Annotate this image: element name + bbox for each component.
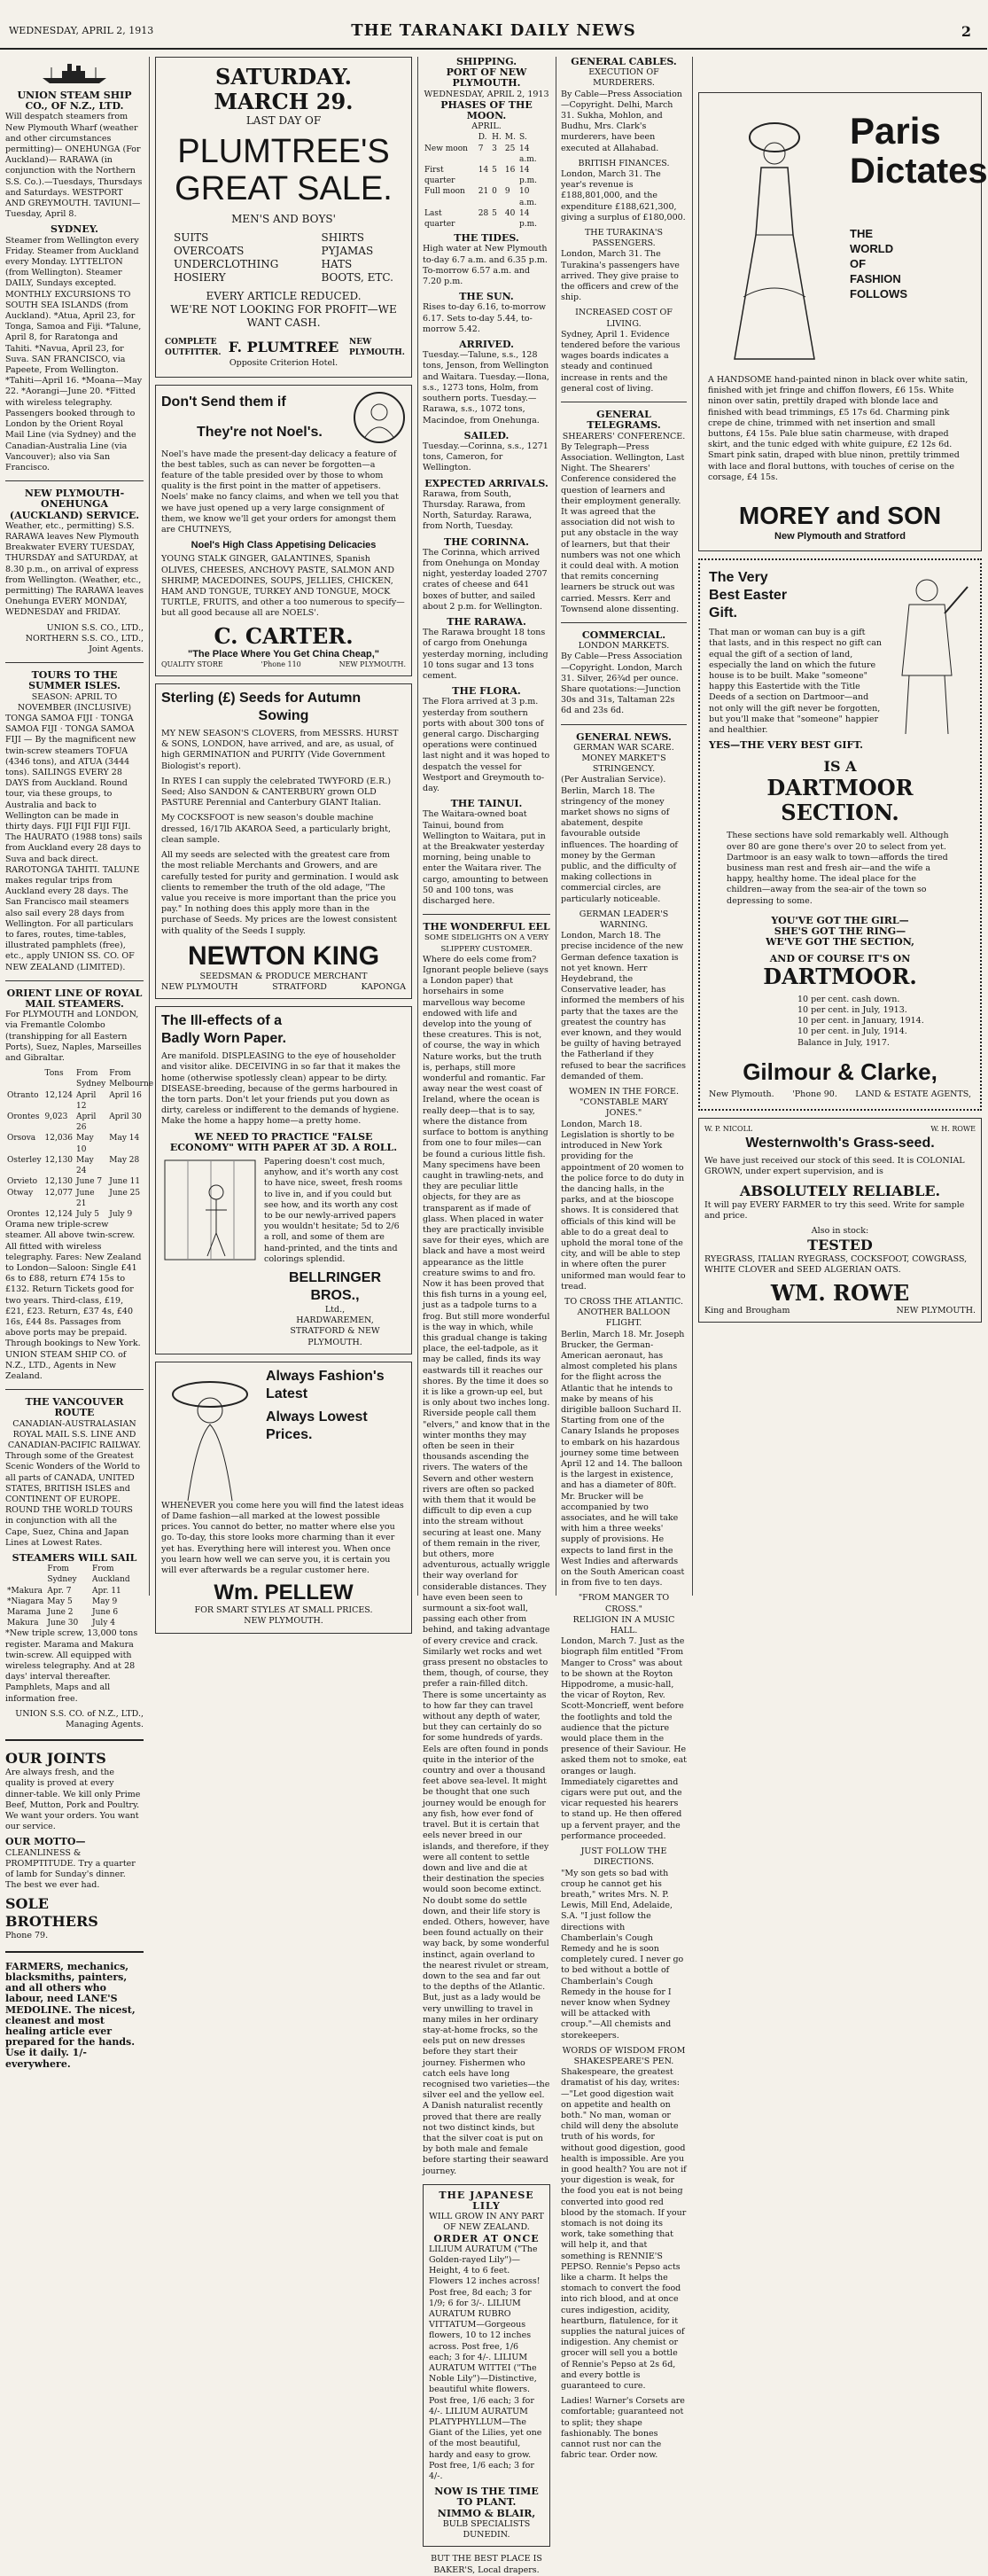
herald-illustration-icon bbox=[883, 569, 971, 738]
table-row: Otranto 12,124 April 12 April 16 bbox=[7, 1090, 142, 1111]
pellew-name: Wm. PELLEW bbox=[214, 1581, 354, 1605]
eel-text: Where do eels come from? Ignorant people believe (says a London paper) that horsehairs in some marvellous way become endowed with life and develop into the young of these creatures. This is not, of course, the way in which Nature works, but the truth is, perhaps, still more wonderful and romantic. Far away near the west coast of Ireland, where the ocean is really deep—that is to say, where the distance from surface to bottom is anything from one to four miles—can be found a curious little fish. Many specimens have been caught in trawling-nets, and they are peculiar little objects, for they are as transparent as if made of glass. When placed in water they are practically invisible save for their eyes, which are black and have a most weird appearance as the little creature swims to and fro. Now it has been proved that this fish turns in a young eel, just as a tadpole turns to a frog. But still more wonderful is the way in which, while this gradual change is taking place, the eel-tadpole, as it may be called, finds its way eastwards till it reaches our shores. By the time it does so it is like a grown-up eel, but is only about two inches long. Riverside people call them "elvers," and know that in the winter months they may often be seen in their thousands ascending the rivers. The waters of the Severn and other western rivers are often so packed with them that it would be difficult to dip even a cup into the stream without securing at least one. Many of them remain in the river, but others, more adventurous, actually wriggle their way overland for considerable distances. They have even been seen to surmount a six-foot wall, passing each other from behind, and taking advantage of every crevice and crack. Similarly wet rocks and wet grass present no obstacles to them, though, of course, they prefer a rain-filled ditch. There is some uncertainty as to how far they can travel without any depth of water, but they can certainly do so for some hundreds of yards. Eels are often found in ponds quite in the interior of the country and over a thousand feet above sea-level. It might be thought that one such journey would be enough for any fish, how ever fond of travel. But it is certain that eels never breed in our islands, and therefore, if they were all content to settle down and live and die at their destination the species would soon become extinct. No doubt some do settle down, and their life story is ended. Others, however, have been found actually on their way back, by some wonderful instinct, again overland to the nearest rivulet or stream, down to the sea and far out to the depths of the Atlantic. But, just as a lady would be very unwilling to travel in many miles in her ordinary stay-at-home frocks, so the eels put on new dresses before they start their journey. Fishermen who catch eels have long recognised two varieties—the silver eel and the yellow eel. A Danish naturalist recently proved that there are really not two distinct kinds, but that the silver coat is put on by both male and female before starting their seaward journey. bbox=[423, 954, 550, 2176]
newton-loc-3: KAPONGA bbox=[361, 981, 406, 992]
paper-headline-2: Badly Worn Paper. bbox=[161, 1031, 287, 1047]
table-row: Osterley 12,130 May 24 May 28 bbox=[7, 1155, 140, 1176]
table-row: Orontes 9,023 April 26 April 30 bbox=[7, 1112, 142, 1133]
rowe-ad bbox=[698, 1118, 982, 1323]
gilmour-agents: LAND & ESTATE AGENTS, bbox=[855, 1089, 971, 1099]
paris-word: Paris bbox=[850, 110, 941, 152]
cost-text: Sydney, April 1. Evidence tendered before the various wages boards indicates a steady and continued increase in rents and the general cost of living. bbox=[561, 329, 681, 394]
pellew-headline-1: Always Fashion's Latest bbox=[266, 1368, 385, 1401]
sailed-text: Tuesday.—Corinna, s.s., 1271 tons, Cameron, for Wellington. bbox=[423, 441, 548, 473]
noel-list: YOUNG STALK GINGER, GALANTINES, Spanish OLIVES, CHEESES, ANCHOVY PASTE, SALMON AND SHRIMP, MACEDOINES, SOUPS, JELLIES, CHICKEN, HAM AND TONGUE, TURKEY AND TONGUE, MOCK TURTLE, FRUITS, and other a too numerous to specify—but all good because all are NOELS'. bbox=[161, 554, 405, 619]
vancouver-text: Through some of the Greatest Scenic Wonders of the World to all parts of CANADA, UNITED STATES, BRITISH ISLES and CONTINENT OF EUROPE. ROUND THE WORLD TOURS in conjunction with all the Cape, Suez, China and Japan Lines at Lowest Rates. bbox=[5, 1451, 140, 1548]
seeds-para-1: MY NEW SEASON'S CLOVERS, from MESSRS. HURST & SONS, LONDON, have arrived, and are, as usual, of high GERMINATION and PURITY (Vide Government Biologist's report). bbox=[161, 729, 399, 771]
plumtree-every: EVERY ARTICLE REDUCED. bbox=[206, 290, 362, 302]
pellew-sub: FOR SMART STYLES AT SMALL PRICES. bbox=[194, 1605, 373, 1616]
gilmour-location: New Plymouth. bbox=[709, 1089, 774, 1099]
masthead bbox=[0, 0, 987, 50]
column-rule bbox=[417, 57, 418, 1596]
money-text: (Per Australian Service). Berlin, March 18. The stringency of the money market shows no signs of abatement, despite favourable outside influences. The hoarding of money by the German public, and the difficulty of making collections in commercial circles, are particularly noticeable. bbox=[561, 775, 678, 904]
vancouver-sign-1: UNION S.S. CO. of N.Z., LTD., bbox=[15, 1708, 144, 1719]
leader-heading: GERMAN LEADER'S WARNING. bbox=[579, 909, 669, 931]
fashion-gown-illustration-icon bbox=[708, 102, 841, 368]
shearers-heading: SHEARERS' CONFERENCE. bbox=[562, 431, 686, 441]
tours-title: TOURS TO THE SUMMER ISLES. bbox=[28, 669, 121, 692]
paper-need: WE NEED TO PRACTICE "FALSE ECONOMY" WITH PAPER AT 3D. A ROLL. bbox=[169, 1130, 398, 1153]
paper-text-2: Papering doesn't cost much, anyhow, and it's worth any cost to have nice, sweet, fresh rooms to live in, and if you could but see how, and its worth any cost to be our newly-arrived papers you wouldn't hesitate; 5d to 2/6 a roll, and some of them are hand-printed, and the tints and colorings splendid. bbox=[264, 1156, 403, 1264]
table-row: Orsova 12,036 May 10 May 14 bbox=[7, 1134, 140, 1154]
moon-phases-table bbox=[423, 132, 550, 230]
easter-text: That man or woman can buy is a gift that lasts, and in this respect no gift can equal the gift of a section of land, especially the land on which the future house is to be built. Make "someone" happy this Eastertide with the Title Deeds of a section on Dartmoor—and not only will the gift never be forgotten, but you'll make that "someone" happier and healthier. bbox=[709, 628, 883, 736]
plumtree-name: F. PLUMTREE bbox=[228, 339, 339, 356]
rowe-initials: W. H. ROWE bbox=[930, 1124, 976, 1133]
sole-brothers: SOLE BROTHERS bbox=[5, 1895, 98, 1931]
vancouver-sub: CANADIAN-AUSTRALASIAN ROYAL MAIL S.S. LINE AND CANADIAN-PACIFIC RAILWAY. bbox=[7, 1418, 142, 1450]
port-heading: PORT OF NEW PLYMOUTH. bbox=[446, 66, 527, 90]
np-sign-2: NORTHERN S.S. CO., LTD., bbox=[25, 633, 144, 644]
flora-heading: THE FLORA. bbox=[452, 685, 521, 698]
turakina-text: London, March 31. The Turakina's passengers have arrived. They give praise to the officers and crew of the ship. bbox=[561, 249, 680, 303]
joints-text: Are always fresh, and the quality is proved at every dinner-table. We kill only Prime Beef, Mutton, Pork and Poultry. We want your orders. You want our service. bbox=[5, 1768, 141, 1832]
newton-loc-1: NEW PLYMOUTH bbox=[161, 981, 238, 992]
newton-king-ad bbox=[155, 683, 412, 999]
reliable-line: ABSOLUTELY RELIABLE. bbox=[739, 1182, 941, 1199]
religion-heading: RELIGION IN A MUSIC HALL. bbox=[572, 1614, 675, 1636]
column-rule bbox=[149, 57, 150, 1596]
carter-name: C. CARTER. bbox=[214, 622, 354, 649]
cables-heading: GENERAL CABLES. bbox=[571, 56, 677, 67]
motto-title: OUR MOTTO— bbox=[5, 1836, 86, 1848]
manger-heading: "FROM MANGER TO CROSS." bbox=[578, 1593, 670, 1614]
grass-text: We have just received our stock of this seed. It is COLONIAL GROWN, under expert supervision, and is bbox=[704, 1156, 965, 1177]
easter-line-3: Gift. bbox=[709, 605, 737, 621]
tides-text: High water at New Plymouth to-day 6.7 a.m. and 6.35 p.m. To-morrow 6.57 a.m. and 7.20 p.m. bbox=[423, 244, 548, 287]
finances-text: London, March 31. The year's revenue is £188,801,000, and the expenditure £188,621,300, giving a surplus of £180,000. bbox=[561, 169, 686, 222]
dartmoor-terms: 10 per cent. cash down. 10 per cent. in July, 1913. 10 per cent. in January, 1914. 10 per cent. in July, 1914. Balance in July, 1917. bbox=[797, 994, 924, 1048]
directions-heading: JUST FOLLOW THE DIRECTIONS. bbox=[580, 1846, 667, 1868]
carter-tagline: "The Place Where You Get China Cheap," bbox=[187, 648, 379, 660]
plumtree-last-day: LAST DAY OF bbox=[245, 114, 322, 127]
lily-text: LILIUM AURATUM ("The Golden-rayed Lily")—Height, 4 to 6 feet. Flowers 12 inches across! Post free, 8d each; 3 for 1/9; 6 for 3/-. LILIUM AURATUM RUBRO VITTATUM—Gorgeous flowers, 10 to 12 inches across. Post free, 1/6 each; 3 for 4/-. LILIUM AURATUM WITTEI ("The Noble Lily")—Distinctive, beautiful white flowers. Post free, 1/6 each; 3 for 4/-. LILIUM AURATUM PLATYPHYLLUM—The Giant of the Lilies, yet one of the most beautiful, hardy and easy to grow. Post free, 1/6 each; 3 for 4/-. bbox=[429, 2244, 542, 2482]
bellringer-ad bbox=[155, 1006, 412, 1354]
noel-ad bbox=[155, 385, 412, 676]
bakers-footer: BUT THE BEST PLACE IS BAKER'S, Local drapers. bbox=[431, 2554, 542, 2575]
markets-text: By Cable—Press Association—Copyright. London, March 31. Silver, 26¾d per ounce. Share quotations:—Junction 30s and 31s, Taltaman 22s 6d and 23s 6d. bbox=[561, 652, 683, 716]
table-header: From Sydney From Auckland bbox=[47, 1565, 130, 1585]
rowe-street: King and Brougham bbox=[704, 1305, 790, 1315]
corsets-text: Ladies! Warner's Corsets are comfortable; guaranteed not to split; they shape fashionably. The bones cannot rust nor can the fabric tear. Order now. bbox=[561, 2396, 685, 2461]
world-line-2: WORLD bbox=[850, 242, 894, 255]
dartmoor-text: These sections have sold remarkably well. Although over 80 are gone there's over 20 to select from yet. Dartmoor is an easy walk to town—affords the tired business man rest and fresh air—and the wife a happy, healthy home. The ideal place for the children—away from the sea-air of the town so depressing to some. bbox=[727, 831, 949, 906]
page-number: 2 bbox=[961, 23, 971, 40]
flora-text: The Flora arrived at 3 p.m. yesterday from southern ports with about 300 tons of general cargo. Discharging operations were continued last night and it was hoped to despatch the vessel for Westport and Greymouth to-day. bbox=[423, 697, 550, 793]
plumtree-complete: COMPLETE OUTFITTER. bbox=[165, 338, 222, 358]
gilmour-name: Gilmour & Clarke, bbox=[743, 1058, 937, 1085]
table-row: Orvieto 12,130 June 7 June 11 bbox=[7, 1177, 141, 1187]
plumtree-profit: WE'RE NOT LOOKING FOR PROFIT—WE WANT CASH. bbox=[170, 303, 397, 329]
sailed-heading: SAILED. bbox=[463, 429, 510, 441]
plumtree-date: SATURDAY. MARCH 29. bbox=[214, 64, 354, 114]
carter-location: NEW PLYMOUTH. bbox=[338, 660, 406, 668]
lily-sub: WILL GROW IN ANY PART OF NEW ZEALAND. bbox=[429, 2212, 544, 2233]
sydney-text: Steamer from Wellington every Friday. Steamer from Auckland every Monday. LYTTELTON (from Wellington). Steamer DAILY, Sundays excepted. MONTHLY EXCURSIONS TO SOUTH SEA ISLANDS (from Auckland). *Atua, April 23, for Tonga, Samoa and Fiji. *Talune, April 8, for Raratonga and Tahiti. *Navua, April 23, for Suva. SAN FRANCISCO, via Papeete, From Wellington. *Tahiti—April 16. *Moana—May 22. *Aorangi—June 20. *Fitted with wireless telegraphy. Passengers booked through to London by the Orient Royal Mail Line (via Sydney) and the Canadian-Australia Line (via Vancouver); also via San Francisco. bbox=[5, 235, 143, 472]
rowe-location: NEW PLYMOUTH. bbox=[896, 1305, 976, 1315]
pellew-ad bbox=[155, 1362, 412, 1634]
paperhanger-illustration-icon bbox=[161, 1157, 259, 1263]
dartmoor-is-a: IS A bbox=[823, 758, 857, 776]
table-row: *Makura Apr. 7 Apr. 11 bbox=[7, 1586, 121, 1596]
phases-heading: PHASES OF THE MOON. bbox=[440, 98, 533, 122]
easter-yes: YES—THE VERY BEST GIFT. bbox=[709, 739, 863, 752]
tainui-text: The Waitara-owned boat Tainui, bound from Wellington to Waitara, put in at the Breakwater yesterday morning, being unable to enter the Waitara river. The cargo, amounting to between 50 and 100 tons, was discharged here. bbox=[423, 809, 548, 907]
table-row: New moon 7 3 25 14 a.m. bbox=[424, 144, 537, 164]
table-row: Full moon 21 0 9 10 a.m. bbox=[424, 187, 537, 207]
general-news-heading: GENERAL NEWS. bbox=[576, 730, 672, 743]
rarawa-heading: THE RARAWA. bbox=[447, 615, 526, 628]
sole-phone: Phone 79. bbox=[5, 1931, 49, 1941]
easter-line-1: The Very bbox=[709, 570, 768, 586]
eel-heading: THE WONDERFUL EEL bbox=[423, 921, 550, 933]
vancouver-sign-2: Managing Agents. bbox=[66, 1720, 144, 1730]
lily-sign-2: BULB SPECIALISTS DUNEDIN. bbox=[442, 2518, 531, 2541]
orient-title: ORIENT LINE OF ROYAL MAIL STEAMERS. bbox=[6, 987, 143, 1011]
murder-text: By Cable—Press Association—Copyright. Delhi, March 31. Sukha, Mohlon, and Budhu, Mrs. Clark's murderers, have been executed at Allahabad. bbox=[561, 89, 682, 153]
sun-text: Rises to-day 6.16, to-morrow 6.17. Sets to-day 5.44, to-morrow 5.42. bbox=[423, 302, 547, 334]
religion-text: London, March 7. Just as the biograph film entitled "From Manger to Cross" was about to be shown at the Royton Hippodrome, a music-hall, the vicar of Royton, Rev. Scott-Moncrieff, went before the footlights and told the audience that the picture would place them in the presence of their Saviour. He asked them not to smoke, eat oranges or laugh. Immediately cigarettes and cigars were put out, and the vicar requested his hearers to stand up. He then offered up a fervent prayer, and the performance proceeded. bbox=[561, 1636, 687, 1841]
plumtree-sale: GREAT SALE. bbox=[175, 170, 393, 207]
uss-text: Will despatch steamers from New Plymouth Wharf (weather and other circumstances permitting)— ONEHUNGA (For Auckland)— RARAWA (in conjunction with the Northern S.S. Co.).—Tuesdays, Thursdays and Saturdays. WESTPORT AND GREYMOUTH. TAVIUNI—Tuesday, April 8. bbox=[5, 112, 143, 220]
plumtree-items-right: SHIRTS PYJAMAS HATS BOOTS, ETC. bbox=[321, 231, 393, 284]
masthead-title: THE TARANAKI DAILY NEWS bbox=[351, 21, 636, 40]
cost-heading: INCREASED COST OF LIVING. bbox=[575, 308, 673, 329]
arrived-heading: ARRIVED. bbox=[459, 339, 514, 351]
lily-now: NOW IS THE TIME TO PLANT. bbox=[434, 2486, 539, 2509]
war-scare-heading: GERMAN WAR SCARE. bbox=[573, 742, 674, 753]
morey-ad bbox=[698, 92, 988, 551]
table-row: Orontes 12,124 July 5 July 9 bbox=[7, 1209, 133, 1219]
paper-headline-1: The Ill-effects of a bbox=[161, 1013, 283, 1029]
pellew-location: NEW PLYMOUTH. bbox=[244, 1616, 323, 1627]
ring-line: SHE'S GOT THE RING— bbox=[774, 925, 906, 938]
world-line-4: FASHION bbox=[850, 272, 901, 285]
np-onehunga-text: Weather, etc., permitting) S.S. RARAWA leaves New Plymouth Breakwater EVERY TUESDAY, THURSDAY and SATURDAY, at 8.30 p.m., on arrival of express from Wellington. (Weather, etc., permitting) The RARAWA leaves Onehunga EVERY MONDAY, WEDNESDAY and FRIDAY. bbox=[5, 520, 144, 618]
money-heading: MONEY MARKET'S STRINGENCY. bbox=[581, 753, 666, 775]
japanese-lily-ad bbox=[423, 2184, 550, 2548]
plumtree-mens: MEN'S AND BOYS' bbox=[231, 213, 336, 225]
grass-title: Westernwolth's Grass-seed. bbox=[745, 1136, 935, 1151]
port-date: WEDNESDAY, APRIL 2, 1913 bbox=[424, 89, 549, 99]
dartmoor-section-title: DARTMOOR SECTION. bbox=[766, 775, 914, 826]
stock-line: Also in stock: bbox=[811, 1225, 869, 1236]
dictates-word: Dictates bbox=[850, 152, 988, 191]
table-row: Makura June 30 July 4 bbox=[7, 1619, 115, 1628]
plumtree-location: NEW PLYMOUTH. bbox=[349, 338, 405, 358]
phases-month: APRIL. bbox=[471, 121, 502, 132]
paper-text: Are manifold. DISPLEASING to the eye of householder and visitor alike. DECEIVING in so far that it makes the home (otherwise spotlessly clean) appear to be dirty. DISEASE-breeding, because of the germs harboured in the torn parts. Don't let your friends put you down as dirty, careless or indifferent to the demands of hygiene. Make the home a happy home—a pretty home. bbox=[161, 1051, 401, 1127]
pellew-headline-2: Always Lowest Prices. bbox=[266, 1409, 368, 1442]
table-header: D. H. M. S. bbox=[478, 133, 527, 143]
finances-heading: BRITISH FINANCES. bbox=[578, 158, 670, 168]
expected-text: Rarawa, from South, Thursday. Rarawa, from North, Saturday. Rarawa, from North, Tuesday. bbox=[423, 488, 533, 532]
sun-heading: THE SUN. bbox=[459, 291, 514, 303]
rarawa-text: The Rarawa brought 18 tons of cargo from Onehunga yesterday morning, including 10 tons sugar and 13 tons cement. bbox=[423, 628, 548, 681]
shipping-heading: SHIPPING. bbox=[455, 56, 517, 67]
bellringer-location: STRATFORD & NEW PLYMOUTH. bbox=[290, 1326, 380, 1347]
fashion-lady-illustration-icon bbox=[161, 1368, 259, 1501]
farmers-ad: FARMERS, mechanics, blacksmiths, painters, and all others who labour, need LANE'S MEDOLINE. The nicest, cleanest and most healing article ever prepared for the hands. Use it daily. 1/- everywhere. bbox=[5, 1960, 136, 2070]
turakina-heading: THE TURAKINA'S PASSENGERS. bbox=[584, 228, 664, 249]
atlantic-heading: TO CROSS THE ATLANTIC. bbox=[564, 1296, 683, 1307]
flight-heading: ANOTHER BALLOON FLIGHT. bbox=[577, 1308, 671, 1329]
gilmour-phone: 'Phone 90. bbox=[792, 1089, 837, 1099]
plumtree-items-left: SUITS OVERCOATS UNDERCLOTHING HOSIERY bbox=[174, 231, 279, 284]
pay-line: It will pay EVERY FARMER to try this seed. Write for sample and price. bbox=[704, 1199, 965, 1221]
noel-text: Noel's have made the present-day delicacy a feature of the best tables, such as can never be forgotten—a feature of the table presided over by those to whom quality is the first point in the matter of appetisers. Noels' make no fancy claims, and when we tell you that we have just opened up a very large consignment of them, we know we'll get your orders for amongst them are CHUTNEYS, bbox=[161, 449, 399, 535]
tours-text: TONGA SAMOA FIJI · TONGA SAMOA FIJI · TONGA SAMOA FIJI — By the magnificent new twin-screw steamers TOFUA (4346 tons), and ATUA (3444 tons). SAILINGS EVERY 28 DAYS from Auckland. Round tour, via these groups, to Australia and back to Wellington can be made in thirty days. FIJI FIJI FIJI FIJI. The HAURATO (1988 tons) sails from Auckland every 28 days to Suva and back direct. RAROTONGA TAHITI. TALUNE makes regular trips from Auckland every 28 days. The San Francisco mail steamers also sail every 28 days from Wellington. For all particulars to fares, routes, time-tables, illustrated pamphlets (free), etc., apply UNION SS. CO. OF NEW ZEALAND (LIMITED). bbox=[5, 713, 143, 972]
directions-text: "My son gets so bad with croup he cannot get his breath," writes Mrs. N. P. Lewis, Mill End, Adelaide, S.A. "I just follow the directions with Chamberlain's Cough Remedy and he is soon completely cured. I never go to bed without a bottle of Chamberlain's Cough Remedy in the house for I never know when Sydney will be attacked with croup."—All chemists and storekeepers. bbox=[561, 1868, 684, 2041]
vancouver-steamers: STEAMERS WILL SAIL bbox=[12, 1552, 137, 1564]
seeds-para-3: My COCKSFOOT is new season's double machine dressed, 16/17lb AKAROA Seed, a particularly bright, clean sample. bbox=[161, 813, 392, 845]
table-row: Otway 12,077 June 21 June 25 bbox=[7, 1188, 141, 1208]
orient-text: For PLYMOUTH and LONDON, via Fremantle Colombo (transhipping for all Eastern Ports), Suez, Naples, Marseilles and Gibraltar. bbox=[5, 1010, 142, 1064]
dartmoor-ad bbox=[698, 558, 982, 1111]
np-onehunga-title: NEW PLYMOUTH-ONEHUNGA (AUCKLAND) SERVICE. bbox=[9, 488, 140, 521]
plumtree-opposite: Opposite Criterion Hotel. bbox=[229, 358, 338, 369]
world-line-3: OF bbox=[850, 257, 867, 270]
leader-text: London, March 18. The precise incidence of the new German defence taxation is not yet known. Herr Heydebrand, the Conservative leader, has informed the members of his party that the taxes are the greatest the country has ever known, and they would be guilty of having betrayed the Fatherland if they refused to bear the sacrifices demanded of them. bbox=[561, 931, 687, 1081]
table-row: *Niagara May 5 May 9 bbox=[7, 1596, 118, 1606]
column-cables-news bbox=[561, 56, 687, 2461]
murder-heading: EXECUTION OF MURDERERS. bbox=[588, 67, 659, 89]
orient-fares: Orama new triple-screw steamer. All above twin-screw. All fitted with wireless telegraphy. Fares: New Zealand to London—Saloon: Single £41 6s to £88, return £74 15s to £132. Return Tickets good for two years. Third-class, £19, £21, £23. Return, £37 4s, £40 16s, £44 8s. Passages from above ports may be prepaid. Through bookings to New York. UNION STEAM SHIP CO. of N.Z., LTD., Agents in New Zealand. bbox=[5, 1220, 142, 1381]
girl-line: YOU'VE GOT THE GIRL— bbox=[771, 914, 909, 926]
section-line: WE'VE GOT THE SECTION, bbox=[766, 936, 914, 948]
tainui-heading: THE TAINUI. bbox=[450, 798, 523, 810]
seeds-headline-2: Sowing bbox=[258, 708, 309, 724]
corinna-text: The Corinna, which arrived from Onehunga on Monday night, yesterday loaded 2707 crates of cheese and 641 boxes of butter, and sailed about 2 p.m. for Wellington. bbox=[423, 547, 548, 612]
plumtree-ad bbox=[155, 57, 412, 378]
orient-sailings-table bbox=[5, 1068, 155, 1220]
lily-sign: NIMMO & BLAIR, bbox=[437, 2507, 536, 2519]
arrived-text: Tuesday.—Talune, s.s., 128 tons, Jenson, from Wellington and Waitara. Tuesday.—Ilona, s.s., 1273 tons, Holm, from southern ports. Tuesday.—Rarawa, s.s., 1072 tons, Macindoe, from Onehunga. bbox=[423, 350, 549, 425]
oats-line: RYEGRASS, ITALIAN RYEGRASS, COCKSFOOT, COWGRASS, WHITE CLOVER and SEED ALGERIAN OATS. bbox=[704, 1254, 968, 1276]
corinna-heading: THE CORINNA. bbox=[444, 535, 529, 548]
tested-line: TESTED bbox=[807, 1237, 873, 1254]
shakespeare-heading: WORDS OF WISDOM FROM SHAKESPEARE'S PEN. bbox=[562, 2045, 686, 2066]
lily-order: ORDER AT ONCE bbox=[433, 2232, 540, 2244]
women-heading: WOMEN IN THE FORCE. bbox=[569, 1087, 679, 1097]
tides-heading: THE TIDES. bbox=[454, 232, 519, 245]
table-header: Tons From Sydney From Melbourne bbox=[44, 1069, 154, 1089]
seeds-para-4: All my seeds are selected with the greatest care from the most reliable Merchants and Growers, and are carefully tested for purity and germination. I would ask clients to remember the truth of the old adage, "The value you receive is more important than the price you pay." In nothing does this apply more than in the purchase of Seeds. My prices are the lowest consistent with quality of the Seeds I supply. bbox=[161, 850, 399, 936]
joints-title: OUR JOINTS bbox=[5, 1750, 106, 1768]
table-row: First quarter 14 5 16 14 p.m. bbox=[424, 166, 537, 186]
easter-line-2: Best Easter bbox=[709, 588, 788, 604]
plumtree-brand: PLUMTREE'S bbox=[177, 133, 390, 170]
morey-sub: New Plymouth and Stratford bbox=[774, 531, 906, 543]
eel-subheading: SOME SIDELIGHTS ON A VERY SLIPPERY CUSTOMER. bbox=[424, 933, 549, 954]
bellringer-ltd: Ltd., bbox=[324, 1304, 346, 1315]
column-rule bbox=[692, 57, 693, 1596]
column-shipping-ads bbox=[5, 57, 154, 2070]
constable-text: London, March 18. Legislation is shortly to be introduced in New York providing for the appointment of 20 women to the police force to do duty in the dancing halls, in the parks, and at the bioscope shows. It is considered that officials of this kind will be able to do a great deal to uphold the moral tone of the city, and will be able to step in where often the purer uniformed man would fear to tread. bbox=[561, 1119, 686, 1292]
vancouver-note: *New triple screw, 13,000 tons register. Marama and Makura twin-screw. All equipped with wireless telegraphy. And at 28 days' interval thereafter. Pamphlets, Maps and all information free. bbox=[5, 1628, 138, 1704]
telegrams-heading: GENERAL TELEGRAMS. bbox=[587, 409, 661, 432]
chef-illustration-icon bbox=[353, 391, 406, 444]
morey-name: MOREY and SON bbox=[738, 502, 942, 530]
flight-text: Berlin, March 18. Mr. Joseph Brucker, the German-American aeronaut, has almost completed his plans for the flight across the Atlantic that he intends to make by means of his dirigible balloon Suchard II. Starting from one of the Canary Islands he proposes to embark on his hazardous journey some time between April 12 and 14. The balloon is the largest in existence, and has a diameter of 80ft. Mr. Brucker will be accompanied by two associates, and he will take with him a three weeks' supply of provisions. He expects to land first in the West Indies and afterwards on the South American coast in from five to ten days. bbox=[561, 1329, 685, 1589]
noel-subheading: Noel's High Class Appetising Delicacies bbox=[191, 540, 377, 551]
markets-heading: LONDON MARKETS. bbox=[578, 641, 670, 652]
tours-season: SEASON: APRIL TO NOVEMBER (INCLUSIVE) bbox=[17, 691, 132, 713]
carter-phone: 'Phone 110 bbox=[261, 660, 301, 668]
masthead-date: WEDNESDAY, APRIL 2, 1913 bbox=[9, 25, 154, 36]
vancouver-table bbox=[5, 1564, 144, 1628]
noel-headline-1: Don't Send them if bbox=[161, 394, 286, 410]
carter-quality: QUALITY STORE bbox=[161, 660, 223, 668]
uss-title: UNION STEAM SHIP CO., OF N.Z., LTD. bbox=[17, 90, 132, 113]
table-row: Last quarter 28 5 40 14 p.m. bbox=[424, 208, 537, 230]
lily-title: THE JAPANESE LILY bbox=[439, 2189, 534, 2212]
gowns-text: A HANDSOME hand-painted ninon in black over white satin, finished with jet fringe and chiffon flowers, £6 15s. White ninon over satin, prettily draped with blonde lace and finished with bead trimmings, £5 17s 6d. Charming pink crepe de chine, trimmed with net insertion and small buttons, £4 15s. Pale blue satin charmeuse, with draped skirt, and the tunic edged with white guipure, £2 12s 6d. Smart pink satin, draped with blue ninon, prettily trimmed with lace and floral buttons, with touches of cerise on the corsage, £4 15s. bbox=[708, 375, 969, 482]
table-row: Marama June 2 June 6 bbox=[7, 1608, 119, 1618]
column-display-ads bbox=[698, 57, 988, 1596]
pellew-text: WHENEVER you come here you will find the latest ideas of Dame fashion—all marked at the lowest possible prices. You cannot do better, no matter where else you go. To-day, this store looks more charming than it ever yet has. Everything here will interest you. When once you learn how well we can serve you, it is certain you will ever afterwards be a regular customer here. bbox=[161, 1500, 404, 1576]
sydney-heading: SYDNEY. bbox=[50, 223, 99, 236]
steamship-icon bbox=[39, 62, 110, 85]
shearers-text: By Telegraph—Press Association. Wellington, Last Night. The Shearers' Conference considered the question of learners and their employment generally. It was agreed that the association did not wish to put any obstacle in the way of learners, but that their numbers was not one which it could deal with. A motion that remits concerning learners be struck out was carried. Messrs. Kerr and Townsend alone dissenting. bbox=[561, 441, 685, 614]
newton-king-name: NEWTON KING bbox=[187, 941, 380, 971]
constable-heading: "CONSTABLE MARY JONES." bbox=[580, 1097, 668, 1119]
bellringer-name: BELLRINGER BROS., bbox=[289, 1269, 381, 1303]
column-shipping-news bbox=[423, 56, 550, 2575]
bellringer-sub: HARDWAREMEN, bbox=[296, 1315, 374, 1326]
dartmoor-word: DARTMOOR. bbox=[763, 963, 917, 989]
noel-headline-2: They're not Noel's. bbox=[197, 424, 323, 440]
np-sign-3: Joint Agents. bbox=[89, 644, 144, 654]
motto-text: CLEANLINESS & PROMPTITUDE. Try a quarter of lamb for Sunday's dinner. The best we ever had. bbox=[5, 1847, 136, 1891]
newton-loc-2: STRATFORD bbox=[272, 981, 327, 992]
newton-king-sub: SEEDSMAN & PRODUCE MERCHANT bbox=[199, 971, 368, 981]
rowe-name: WM. ROWE bbox=[770, 1279, 910, 1306]
vancouver-title: THE VANCOUVER ROUTE bbox=[25, 1396, 124, 1419]
column-retail-ads bbox=[155, 57, 412, 1627]
expected-heading: EXPECTED ARRIVALS. bbox=[424, 477, 548, 489]
course-line: AND OF COURSE IT'S ON bbox=[769, 952, 911, 964]
np-sign-1: UNION S.S. CO., LTD., bbox=[46, 622, 144, 633]
seeds-para-2: In RYES I can supply the celebrated TWYFORD (E.R.) Seed; Also SANDON & CANTERBURY grown OLD PASTURE Perennial and Canterbury GIANT Italian. bbox=[161, 776, 392, 808]
world-line-1: THE bbox=[850, 227, 873, 240]
world-line-5: FOLLOWS bbox=[850, 287, 907, 301]
shakespeare-text: Shakespeare, the greatest dramatist of his day, writes:—"Let good digestion wait on appetite and health on both." No man, woman or child will deny the absolute truth of his words, for without good digestion, good health is impossible. Are you in good health? You are not if your digestion is weak, for the food you eat is not being converted into good red blood by the stomach. If your stomach is not doing its work, take something that will help it, and that something is RENNIE'S PEPSO. Rennie's Pepso acts like a charm. It helps the stomach to convert the food into rich blood, and at once cures indigestion, acidity, heartburn, flatulence, for it supplies the natural juices of indigestion. Any chemist or grocer will sell you a bottle of Rennie's Pepso at 2s 6d, and every bottle is guaranteed to cure. bbox=[561, 2067, 687, 2392]
seeds-headline-1: Sterling (£) Seeds for Autumn bbox=[161, 691, 362, 706]
nicoll-name: W. P. NICOLL bbox=[704, 1124, 753, 1133]
commercial-heading: COMMERCIAL. bbox=[581, 628, 666, 641]
